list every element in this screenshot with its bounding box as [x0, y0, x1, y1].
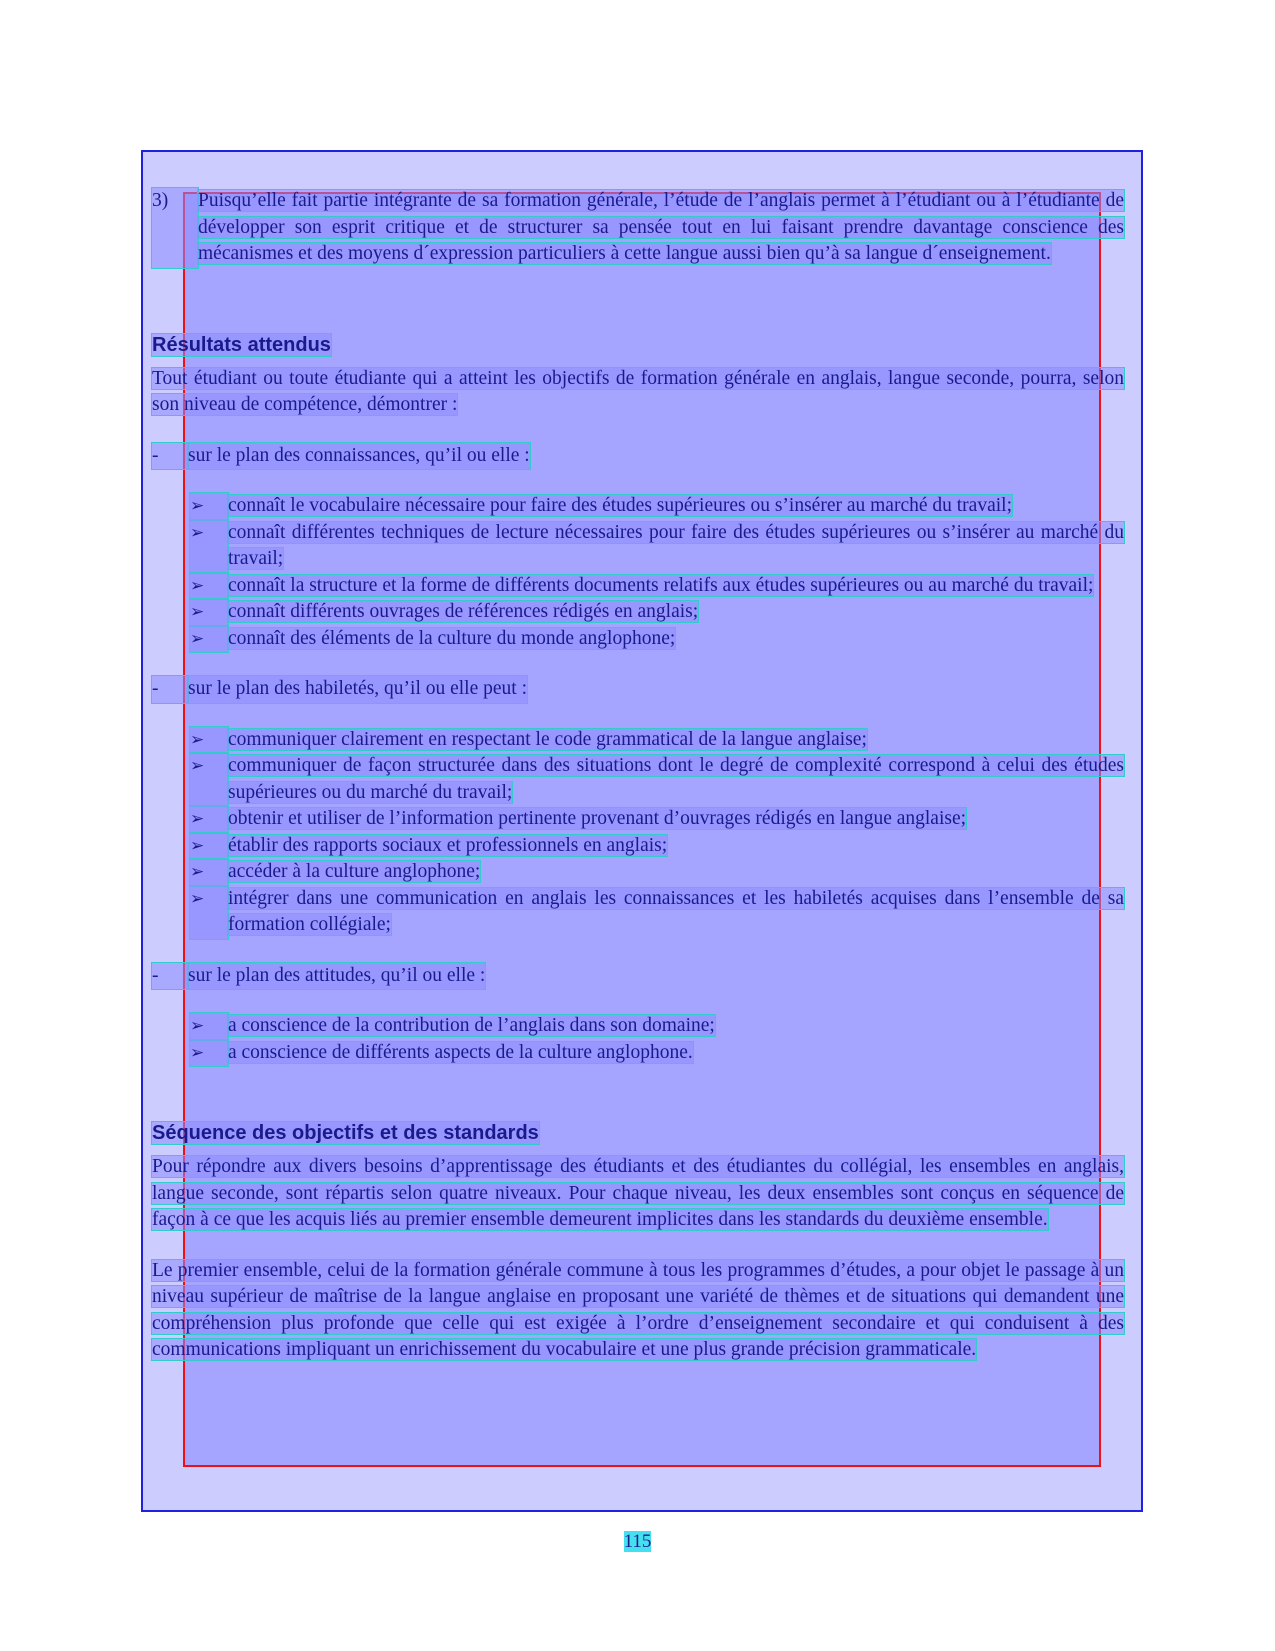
- list-item: ➢ a conscience de la contribution de l’anglais dans son domaine;: [190, 1013, 1124, 1040]
- group-label: sur le plan des attitudes, qu’il ou elle :: [188, 963, 485, 990]
- knowledge-list: [152, 493, 1124, 652]
- list-item: ➢ connaît le vocabulaire nécessaire pour faire des études supérieures ou s’insérer au marché du travail;: [190, 493, 1124, 520]
- list-item: ➢ accéder à la culture anglophone;: [190, 859, 1124, 886]
- arrow-bullet-icon: ➢: [190, 599, 228, 626]
- skills-list: [152, 727, 1124, 939]
- attitudes-list: [152, 1013, 1124, 1066]
- list-item: ➢ connaît des éléments de la culture du monde anglophone;: [190, 626, 1124, 653]
- group-knowledge: - sur le plan des connaissances, qu’il ou elle :: [152, 443, 1124, 470]
- group-label: sur le plan des connaissances, qu’il ou elle :: [188, 443, 530, 470]
- list-item: ➢ établir des rapports sociaux et professionnels en anglais;: [190, 833, 1124, 860]
- list-item: ➢ obtenir et utiliser de l’information pertinente provenant d’ouvrages rédigés en langue anglaise;: [190, 806, 1124, 833]
- arrow-bullet-icon: ➢: [190, 493, 228, 520]
- arrow-bullet-icon: ➢: [190, 520, 228, 573]
- group-skills: - sur le plan des habiletés, qu’il ou elle peut :: [152, 676, 1124, 703]
- arrow-bullet-icon: ➢: [190, 806, 228, 833]
- item-text: Puisqu’elle fait partie intégrante de sa formation générale, l’étude de l’anglais permet à l’étudiant ou à l’étudiante de développer son esprit critique et de structurer sa pensée tout en lui faisant prendre davantage conscience des mécanismes et des moyens d´expression particuliers à cette langue aussi bien qu’à sa langue d´enseignement.: [198, 190, 1124, 264]
- section-heading-sequence: Séquence des objectifs et des standards: [152, 1122, 539, 1144]
- list-item: ➢ connaît différentes techniques de lecture nécessaires pour faire des études supérieures ou s’insérer au marché du travail;: [190, 520, 1124, 573]
- list-item: ➢ communiquer clairement en respectant le code grammatical de la langue anglaise;: [190, 727, 1124, 754]
- item-number: 3): [152, 188, 198, 268]
- sequence-paragraph-2: Le premier ensemble, celui de la formation générale commune à tous les programmes d’études, a pour objet le passage à un niveau supérieur de maîtrise de la langue anglaise en proposant une variété de thèmes et de situations qui demandent une compréhension plus profonde que celle qui est exigée à l’ordre d’enseignement secondaire et qui conduisent à des communications impliquant un enrichissement du vocabulaire et une plus grande précision grammaticale.: [152, 1259, 1124, 1360]
- arrow-bullet-icon: ➢: [190, 573, 228, 600]
- group-attitudes: - sur le plan des attitudes, qu’il ou elle :: [152, 963, 1124, 990]
- page-number: 115: [623, 1531, 652, 1552]
- list-item: ➢ connaît différents ouvrages de références rédigés en anglais;: [190, 599, 1124, 626]
- results-intro: Tout étudiant ou toute étudiante qui a atteint les objectifs de formation générale en anglais, langue seconde, pourra, selon son niveau de compétence, démontrer :: [152, 367, 1124, 415]
- list-item: ➢ a conscience de différents aspects de la culture anglophone.: [190, 1040, 1124, 1067]
- list-item: ➢ intégrer dans une communication en anglais les connaissances et les habiletés acquises dans l’ensemble de sa formation collégiale;: [190, 886, 1124, 939]
- document-body: [152, 188, 1124, 1364]
- sequence-paragraph-1: Pour répondre aux divers besoins d’apprentissage des étudiants et des étudiantes du collégial, les ensembles en anglais, langue seconde, sont répartis selon quatre niveaux. Pour chaque niveau, les deux ensembles sont conçus en séquence de façon à ce que les acquis liés au premier ensemble demeurent implicites dans les standards du deuxième ensemble.: [152, 1156, 1124, 1230]
- arrow-bullet-icon: ➢: [190, 1013, 228, 1040]
- section-heading-results: Résultats attendus: [152, 333, 331, 356]
- list-item: ➢ communiquer de façon structurée dans des situations dont le degré de complexité correspond à celui des études supérieures ou du marché du travail;: [190, 753, 1124, 806]
- arrow-bullet-icon: ➢: [190, 753, 228, 806]
- arrow-bullet-icon: ➢: [190, 886, 228, 939]
- numbered-item-3: [152, 188, 1124, 268]
- arrow-bullet-icon: ➢: [190, 626, 228, 653]
- arrow-bullet-icon: ➢: [190, 833, 228, 860]
- arrow-bullet-icon: ➢: [190, 1040, 228, 1067]
- arrow-bullet-icon: ➢: [190, 727, 228, 754]
- arrow-bullet-icon: ➢: [190, 859, 228, 886]
- group-label: sur le plan des habiletés, qu’il ou elle peut :: [188, 676, 527, 703]
- list-item: ➢ connaît la structure et la forme de différents documents relatifs aux études supérieures ou au marché du travail;: [190, 573, 1124, 600]
